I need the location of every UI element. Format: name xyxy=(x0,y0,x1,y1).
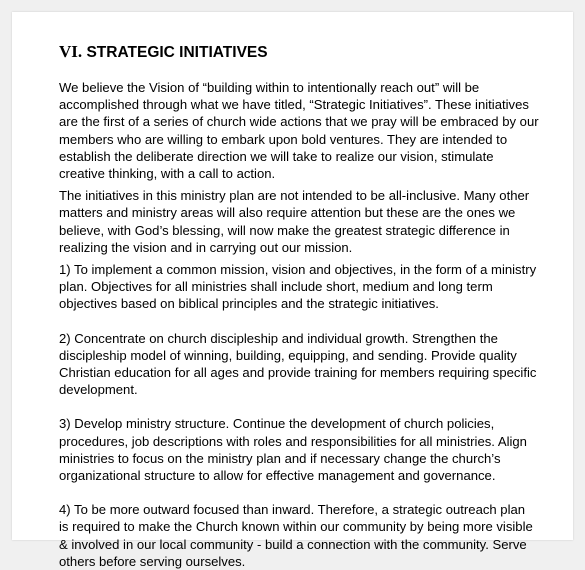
initiative-item-1: 1) To implement a common mission, vision and objectives, in the form of a ministry plan. Objectives for all ministries shall include short, medium and long term objectives based on biblical principles and the strategic initiatives. xyxy=(59,262,537,312)
document-page xyxy=(12,12,573,569)
document-content xyxy=(59,43,549,570)
section-heading xyxy=(59,43,549,62)
paragraph-spacer xyxy=(59,484,549,501)
paragraph-initiatives-scope: The initiatives in this ministry plan are not intended to be all-inclusive. Many other matters and ministry areas will also require attention but these are the ones we believe, with God’s blessing, will now make the greatest strategic difference in realizing the vision and in carrying out our mission. xyxy=(59,188,530,255)
paragraph-spacer xyxy=(59,398,549,415)
paragraph-vision: We believe the Vision of “building within to intentionally reach out” will be accomplished through what we have titled, “Strategic Initiatives”. These initiatives are the first of a series of church wide actions that we pray will be embraced by our members who are willing to embark upon bold ventures. They are intended to establish the deliberate direction we will take to realize our vision, stimulate creative thinking, with a call to action. xyxy=(59,80,539,182)
initiative-item-3: 3) Develop ministry structure. Continue the development of church policies, procedures, job descriptions with roles and responsibilities for all ministries. Align ministries to focus on the ministry plan and if necessary change the church’s organizational structure to allow for effective management and governance. xyxy=(59,416,527,484)
initiative-item-4: 4) To be more outward focused than inward. Therefore, a strategic outreach plan is required to make the Church known within our community by being more visible & involved in our local community - build a connection with the community. Serve others before serving ourselves. xyxy=(59,502,533,569)
paragraph-spacer xyxy=(59,313,549,330)
section-title: STRATEGIC INITIATIVES xyxy=(86,44,268,61)
section-number: VI. xyxy=(59,42,83,61)
initiative-item-2: 2) Concentrate on church discipleship and individual growth. Strengthen the discipleship model of winning, building, equipping, and sending. Provide quality Christian education for all ages and provide training for members requiring specific development. xyxy=(59,330,537,398)
